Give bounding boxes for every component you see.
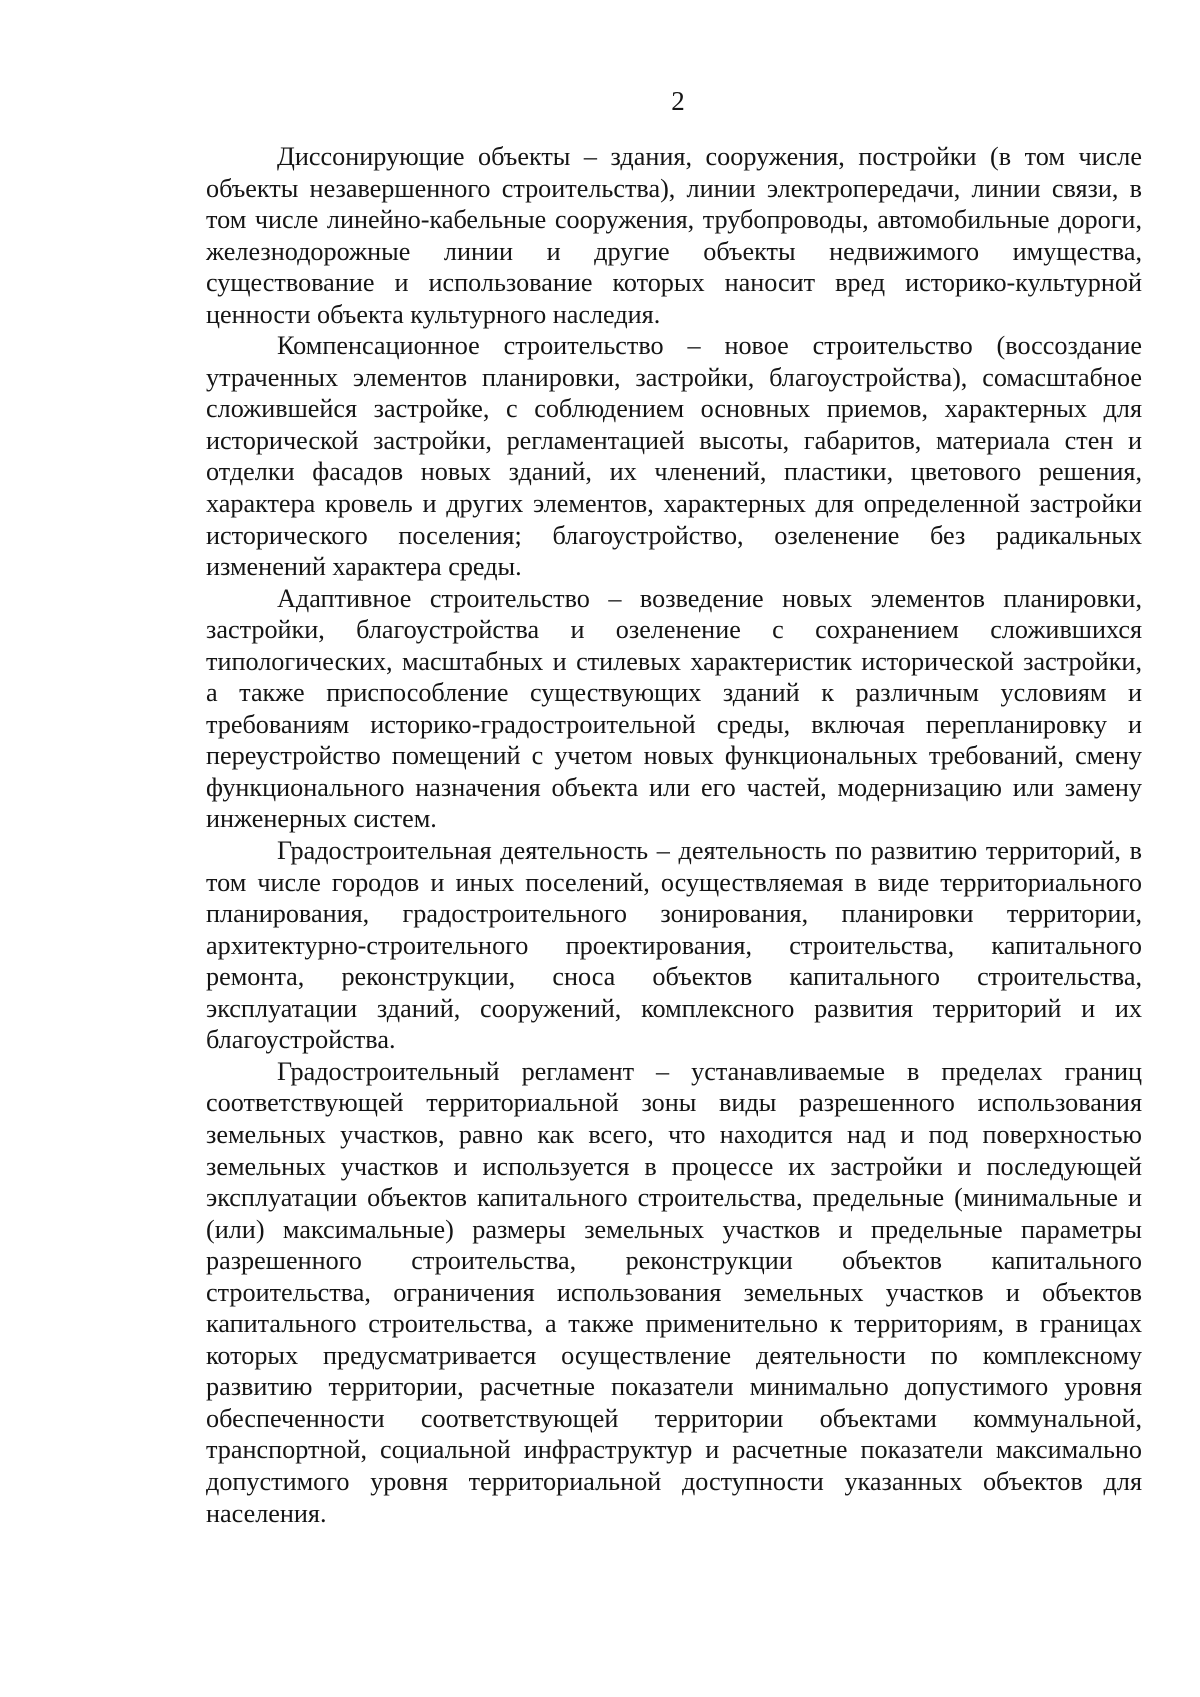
document-body	[206, 141, 1142, 1529]
page-number	[0, 86, 1200, 116]
paragraph-adaptive-construction: Адаптивное строительство – возведение новых элементов планировки, застройки, благоустройства и озеленение с сохранением сложившихся типологических, масштабных и стилевых характеристик исторической застройки, а также приспособление существующих зданий к различным условиям и требованиям историко-градостроительной среды, включая перепланировку и переустройство помещений с учетом новых функциональных требований, смену функционального назначения объекта или его частей, модернизацию или замену инженерных систем.	[206, 583, 1142, 834]
paragraph-urban-planning-activity: Градостроительная деятельность – деятельность по развитию территорий, в том числе городов и иных поселений, осуществляемая в виде территориального планирования, градостроительного зонирования, планировки территории, архитектурно-строительного проектирования, строительства, капитального ремонта, реконструкции, сноса объектов капитального строительства, эксплуатации зданий, сооружений, комплексного развития территорий и их благоустройства.	[206, 836, 1142, 1055]
paragraph-compensatory-construction: Компенсационное строительство – новое строительство (воссоздание утраченных элементов планировки, застройки, благоустройства), сомасштабное сложившейся застройке, с соблюдением основных приемов, характерных для исторической застройки, регламентацией высоты, габаритов, материала стен и отделки фасадов новых зданий, их членений, пластики, цветового решения, характера кровель и других элементов, характерных для определенной застройки исторического поселения; благоустройство, озеленение без радикальных изменений характера среды.	[206, 331, 1142, 582]
page-number-text: 2	[671, 86, 685, 116]
paragraph-urban-planning-regulation: Градостроительный регламент – устанавливаемые в пределах границ соответствующей территориальной зоны виды разрешенного использования земельных участков, равно как всего, что находится над и под поверхностью земельных участков и используется в процессе их застройки и последующей эксплуатации объектов капитального строительства, предельные (минимальные и (или) максимальные) размеры земельных участков и предельные параметры разрешенного строительства, реконструкции объектов капитального строительства, ограничения использования земельных участков и объектов капитального строительства, а также применительно к территориям, в границах которых предусматривается осуществление деятельности по комплексному развитию территории, расчетные показатели минимально допустимого уровня обеспеченности соответствующей территории объектами коммунальной, транспортной, социальной инфраструктур и расчетные показатели максимально допустимого уровня территориальной доступности указанных объектов для населения.	[206, 1056, 1142, 1528]
paragraph-dissonant-objects: Диссонирующие объекты – здания, сооружения, постройки (в том числе объекты незавершенного строительства), линии электропередачи, линии связи, в том числе линейно-кабельные сооружения, трубопроводы, автомобильные дороги, железнодорожные линии и другие объекты недвижимого имущества, существование и использование которых наносит вред историко-культурной ценности объекта культурного наследия.	[206, 142, 1142, 329]
